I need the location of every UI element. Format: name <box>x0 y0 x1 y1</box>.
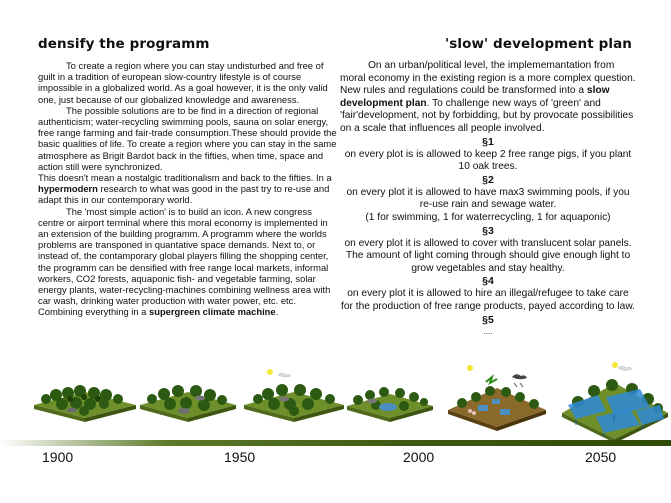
text-run: Combining everything in a <box>38 306 149 318</box>
left-body <box>38 60 338 318</box>
rule-2: on every plot it is allowed to have max3 swimming pools, if you re-use rain and sewage water. <box>346 186 630 211</box>
plot-1950-illustration <box>244 369 344 422</box>
left-paragraph-5 <box>38 306 338 317</box>
right-intro <box>340 60 636 136</box>
text-run: . <box>275 306 279 318</box>
bold-term-slow-plan: slow development plan <box>340 85 610 109</box>
plot-1925-illustration <box>140 385 236 422</box>
plot-1900-illustration <box>34 385 136 422</box>
left-paragraph-3 <box>38 172 338 206</box>
right-column <box>340 36 636 336</box>
heading-densify: densify the programm <box>38 36 210 52</box>
year-label-1900: 1900 <box>42 449 74 465</box>
plot-1975-illustration <box>347 387 433 422</box>
bold-term-hypermodern: hypermodern <box>38 183 98 195</box>
plot-2050-illustration <box>562 362 668 443</box>
text-run: research to what was good in the past try to re-use and adapt this in our contemporary world. <box>38 183 330 206</box>
timeline-illustrations <box>0 355 671 445</box>
right-body <box>340 60 636 336</box>
text-run: On an urban/political level, the implememantation from moral economy in the existing region is a more complex question. New rules and regulations could be transformed into a <box>340 60 636 97</box>
text-run: . To challenge new ways of 'green' and 'fair'development, not by forbidding, but by provocate possibilities on a scale that influences all people involved. <box>340 97 634 134</box>
timeline-gradient-bar <box>0 440 671 446</box>
bold-term-supergreen: supergreen climate machine <box>149 306 276 318</box>
left-paragraph-1: To create a region where you can stay undisturbed and free of guilt in a tradition of european slow-country lifestyle is of course impossible in a globalized world. As a goal however, it is the only valid one, just because of our globalized knowledge and awareness. <box>38 60 328 105</box>
rule-2-note: (1 for swimming, 1 for waterrecycling, 1 for aquaponic) <box>365 211 611 223</box>
year-label-2000: 2000 <box>403 449 435 465</box>
rule-3: on every plot it is allowed to cover with translucent solar panels. The amount of light coming through should give enough light to grow vegetables and stay healthy. <box>344 237 632 274</box>
left-paragraph-4: The 'most simple action' is to build an icon. A new congress centre or airport terminal where this moral economy is implemented in an extension of the building programm. A programm where the worlds problems are transponed in quantative space demands. Next to, or instead of, the contamporary global players filling the shopping center, the programm can be densified with free range local markets, informal workers, CO2 forests, aquaponic fish- and vegetable farming, solar energy plants, water-recycling-machines combining wellness area with car wash, drinking water production with water power, etc. etc. <box>38 205 331 307</box>
ellipsis: .... <box>483 326 493 336</box>
rule-4: on every plot it is allowed to hire an illegal/refugee to take care for the production of free range products, payed according to law. <box>341 288 635 312</box>
rule-1: on every plot is is allowed to keep 2 free range pigs, if you plant 10 oak trees. <box>344 148 632 173</box>
left-column <box>38 36 338 318</box>
year-label-1950: 1950 <box>224 449 256 465</box>
section-1-mark: §1 <box>482 135 494 148</box>
section-2-mark: §2 <box>482 173 494 186</box>
section-4-mark: §4 <box>482 275 494 288</box>
section-5-mark: §5 <box>482 313 494 326</box>
heading-slow-plan: 'slow' development plan <box>444 36 632 52</box>
plot-2000-illustration <box>448 365 546 431</box>
left-paragraph-2: The possible solutions are to be find in a direction of regional authenticism; water-recycling swimming pools, sauna on solar energy, free range farming and fair-trade consumption.These should provide the basic qualities of life. To create a region where you can stay in the same atmosphere as Brigit Bardot back in the fifties, when time, space and action still were synchronized. <box>38 104 337 172</box>
text-run: This doesn't mean a nostalgic traditionalism and back to the fifties. In a <box>38 172 332 184</box>
year-label-2050: 2050 <box>585 449 617 465</box>
section-3-mark: §3 <box>482 224 494 237</box>
